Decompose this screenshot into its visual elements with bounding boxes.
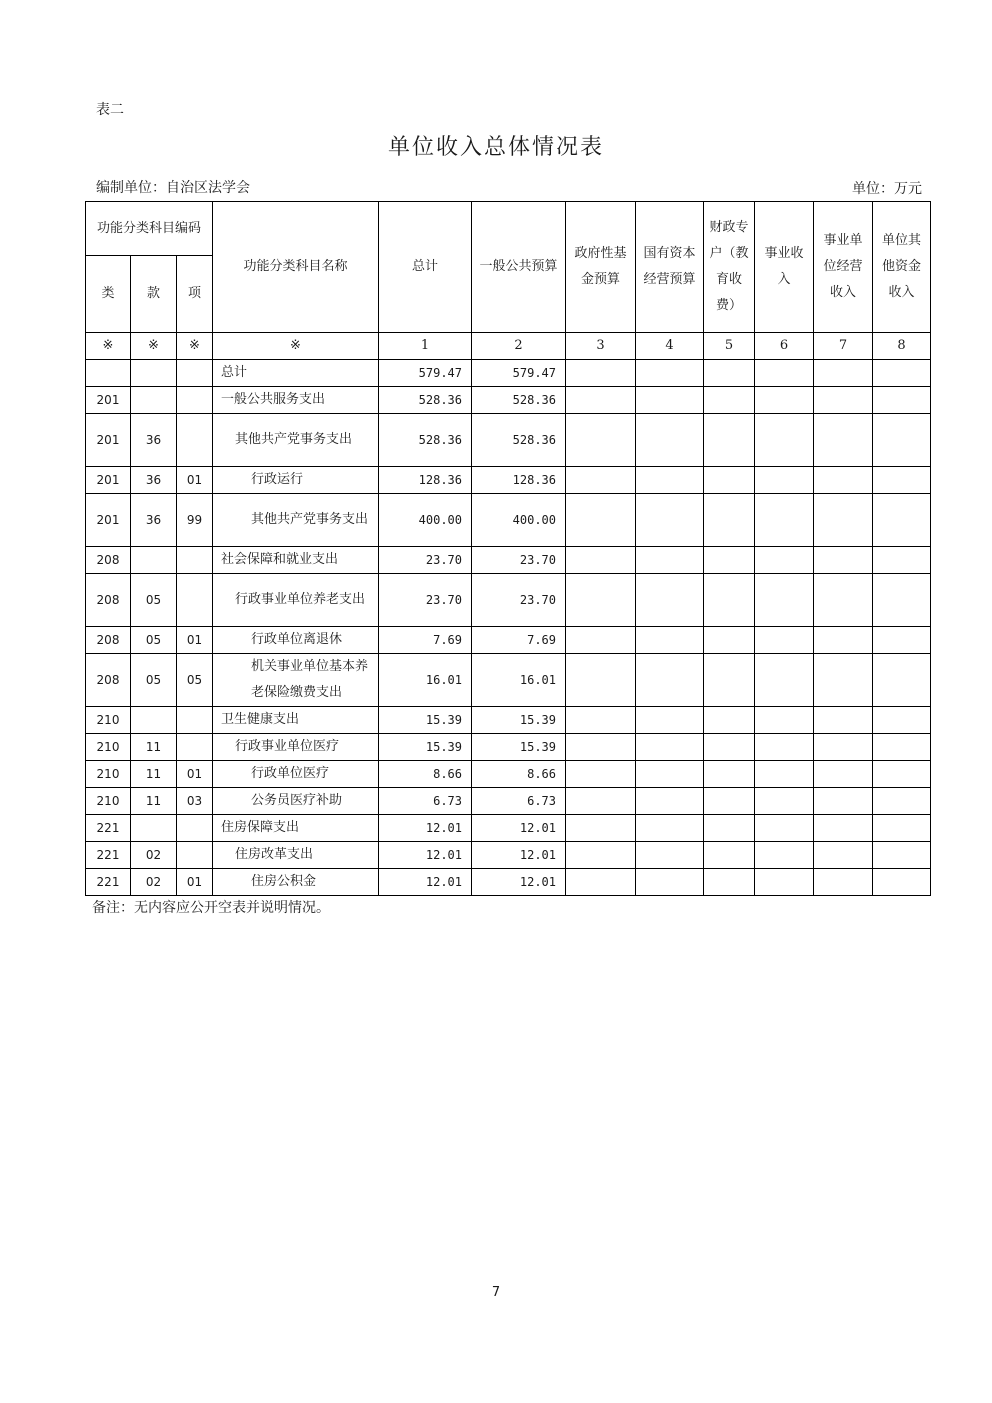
cell-kuan: 02	[131, 842, 177, 869]
cell-xiang: 01	[177, 627, 213, 654]
cell-empty	[814, 547, 873, 574]
cell-empty	[873, 788, 931, 815]
cell-lei: 210	[86, 707, 131, 734]
cell-empty	[704, 788, 755, 815]
header-total: 总计	[379, 202, 472, 333]
header-row-1	[86, 202, 931, 256]
cell-empty	[704, 387, 755, 414]
cell-empty	[636, 387, 704, 414]
cell-kuan: 36	[131, 494, 177, 547]
cell-empty	[755, 494, 814, 547]
cell-xiang: 99	[177, 494, 213, 547]
cell-total: 400.00	[379, 494, 472, 547]
cell-total: 12.01	[379, 815, 472, 842]
cell-general-budget: 7.69	[472, 627, 566, 654]
cell-general-budget: 400.00	[472, 494, 566, 547]
cell-empty	[566, 869, 636, 896]
table-row	[86, 627, 931, 654]
table-row	[86, 707, 931, 734]
cell-empty	[704, 869, 755, 896]
cell-empty	[566, 467, 636, 494]
table-label: 表二	[96, 102, 124, 118]
cell-empty	[704, 734, 755, 761]
cell-total: 528.36	[379, 387, 472, 414]
cell-empty	[636, 574, 704, 627]
cell-empty	[814, 788, 873, 815]
cell-empty	[636, 761, 704, 788]
cell-empty	[755, 574, 814, 627]
compiling-unit: 编制单位：自治区法学会	[96, 180, 250, 196]
cell-empty	[755, 387, 814, 414]
cell-name: 行政单位离退休	[213, 627, 379, 654]
cell-empty	[814, 869, 873, 896]
cell-empty	[873, 842, 931, 869]
cell-lei: 201	[86, 414, 131, 467]
cell-empty	[814, 707, 873, 734]
header-xiang: 项	[177, 256, 213, 333]
cell-empty	[814, 734, 873, 761]
cell-total: 579.47	[379, 360, 472, 387]
cell-lei: 201	[86, 387, 131, 414]
cell-empty	[814, 654, 873, 707]
cell-empty	[566, 707, 636, 734]
cell-empty	[636, 627, 704, 654]
cell-empty	[873, 387, 931, 414]
table-row	[86, 761, 931, 788]
cell-xiang: 03	[177, 788, 213, 815]
marker-cell: 2	[472, 333, 566, 360]
cell-xiang: 05	[177, 654, 213, 707]
cell-kuan: 05	[131, 654, 177, 707]
cell-empty	[704, 627, 755, 654]
cell-empty	[636, 494, 704, 547]
header-code-group: 功能分类科目编码	[86, 202, 213, 256]
table-row	[86, 494, 931, 547]
cell-kuan	[131, 387, 177, 414]
cell-total: 6.73	[379, 788, 472, 815]
header-general-budget: 一般公共预算	[472, 202, 566, 333]
marker-cell: 5	[704, 333, 755, 360]
cell-empty	[704, 761, 755, 788]
header-name: 功能分类科目名称	[213, 202, 379, 333]
cell-empty	[636, 707, 704, 734]
cell-empty	[566, 842, 636, 869]
cell-lei: 221	[86, 869, 131, 896]
cell-general-budget: 23.70	[472, 574, 566, 627]
cell-general-budget: 528.36	[472, 414, 566, 467]
cell-general-budget: 528.36	[472, 387, 566, 414]
table-row	[86, 414, 931, 467]
cell-empty	[814, 387, 873, 414]
cell-general-budget: 12.01	[472, 869, 566, 896]
cell-kuan	[131, 360, 177, 387]
marker-cell: ※	[213, 333, 379, 360]
cell-name: 住房改革支出	[213, 842, 379, 869]
cell-general-budget: 16.01	[472, 654, 566, 707]
header-business-income: 事业收入	[755, 202, 814, 333]
income-table	[85, 201, 931, 896]
cell-lei: 201	[86, 467, 131, 494]
cell-empty	[873, 654, 931, 707]
cell-empty	[755, 869, 814, 896]
cell-name: 其他共产党事务支出	[213, 414, 379, 467]
cell-empty	[873, 707, 931, 734]
cell-empty	[755, 547, 814, 574]
cell-name: 一般公共服务支出	[213, 387, 379, 414]
cell-name: 行政单位医疗	[213, 761, 379, 788]
cell-xiang	[177, 360, 213, 387]
cell-empty	[814, 815, 873, 842]
cell-total: 15.39	[379, 707, 472, 734]
cell-xiang	[177, 387, 213, 414]
cell-lei: 201	[86, 494, 131, 547]
cell-empty	[566, 547, 636, 574]
cell-empty	[704, 815, 755, 842]
cell-general-budget: 579.47	[472, 360, 566, 387]
cell-empty	[566, 815, 636, 842]
cell-empty	[704, 494, 755, 547]
marker-cell: ※	[131, 333, 177, 360]
table-row	[86, 842, 931, 869]
cell-lei: 208	[86, 547, 131, 574]
cell-name: 行政事业单位医疗	[213, 734, 379, 761]
cell-lei: 221	[86, 842, 131, 869]
cell-lei: 221	[86, 815, 131, 842]
table-row	[86, 360, 931, 387]
cell-general-budget: 12.01	[472, 842, 566, 869]
cell-empty	[873, 627, 931, 654]
cell-empty	[566, 387, 636, 414]
cell-kuan: 36	[131, 414, 177, 467]
cell-general-budget: 8.66	[472, 761, 566, 788]
header-gov-fund: 政府性基金预算	[566, 202, 636, 333]
cell-empty	[636, 467, 704, 494]
cell-empty	[755, 842, 814, 869]
cell-empty	[755, 707, 814, 734]
cell-total: 12.01	[379, 842, 472, 869]
cell-empty	[755, 360, 814, 387]
table-row	[86, 788, 931, 815]
marker-cell: 3	[566, 333, 636, 360]
cell-general-budget: 23.70	[472, 547, 566, 574]
cell-kuan: 11	[131, 734, 177, 761]
cell-general-budget: 128.36	[472, 467, 566, 494]
cell-empty	[704, 707, 755, 734]
cell-empty	[873, 547, 931, 574]
marker-cell: 6	[755, 333, 814, 360]
cell-empty	[636, 869, 704, 896]
cell-empty	[636, 654, 704, 707]
cell-empty	[636, 842, 704, 869]
cell-xiang	[177, 547, 213, 574]
cell-xiang	[177, 842, 213, 869]
cell-xiang: 01	[177, 761, 213, 788]
cell-total: 528.36	[379, 414, 472, 467]
cell-empty	[704, 547, 755, 574]
cell-empty	[873, 414, 931, 467]
cell-empty	[636, 815, 704, 842]
cell-lei: 210	[86, 788, 131, 815]
cell-total: 23.70	[379, 574, 472, 627]
cell-empty	[704, 654, 755, 707]
page-title: 单位收入总体情况表	[387, 135, 604, 160]
cell-empty	[566, 654, 636, 707]
cell-general-budget: 15.39	[472, 707, 566, 734]
cell-general-budget: 6.73	[472, 788, 566, 815]
cell-empty	[704, 574, 755, 627]
cell-empty	[755, 788, 814, 815]
cell-name: 社会保障和就业支出	[213, 547, 379, 574]
marker-cell: ※	[86, 333, 131, 360]
cell-empty	[636, 547, 704, 574]
cell-empty	[814, 574, 873, 627]
cell-empty	[566, 627, 636, 654]
cell-total: 128.36	[379, 467, 472, 494]
cell-name: 机关事业单位基本养老保险缴费支出	[213, 654, 379, 707]
cell-xiang	[177, 574, 213, 627]
cell-empty	[873, 734, 931, 761]
cell-empty	[755, 627, 814, 654]
cell-name: 公务员医疗补助	[213, 788, 379, 815]
cell-empty	[814, 842, 873, 869]
cell-lei: 208	[86, 654, 131, 707]
cell-name: 其他共产党事务支出	[213, 494, 379, 547]
header-other-income: 单位其他资金收入	[873, 202, 931, 333]
cell-empty	[636, 414, 704, 467]
cell-kuan: 11	[131, 788, 177, 815]
marker-cell: 8	[873, 333, 931, 360]
cell-empty	[636, 360, 704, 387]
cell-empty	[814, 494, 873, 547]
cell-empty	[704, 842, 755, 869]
cell-empty	[755, 414, 814, 467]
header-business-unit-income: 事业单位经营收入	[814, 202, 873, 333]
cell-xiang: 01	[177, 467, 213, 494]
cell-kuan: 36	[131, 467, 177, 494]
cell-empty	[636, 734, 704, 761]
cell-name: 行政运行	[213, 467, 379, 494]
cell-total: 15.39	[379, 734, 472, 761]
cell-empty	[755, 654, 814, 707]
header-lei: 类	[86, 256, 131, 333]
cell-empty	[755, 467, 814, 494]
cell-total: 12.01	[379, 869, 472, 896]
cell-lei	[86, 360, 131, 387]
cell-total: 16.01	[379, 654, 472, 707]
cell-general-budget: 12.01	[472, 815, 566, 842]
cell-xiang	[177, 734, 213, 761]
cell-empty	[814, 627, 873, 654]
cell-general-budget: 15.39	[472, 734, 566, 761]
header-state-capital: 国有资本经营预算	[636, 202, 704, 333]
page-number: 7	[491, 1285, 501, 1300]
cell-kuan	[131, 815, 177, 842]
header-fiscal-special: 财政专户（教育收费）	[704, 202, 755, 333]
marker-row	[86, 333, 931, 360]
cell-total: 7.69	[379, 627, 472, 654]
cell-empty	[704, 467, 755, 494]
cell-name: 卫生健康支出	[213, 707, 379, 734]
cell-empty	[814, 761, 873, 788]
cell-xiang	[177, 414, 213, 467]
cell-xiang	[177, 707, 213, 734]
cell-name: 行政事业单位养老支出	[213, 574, 379, 627]
cell-empty	[873, 869, 931, 896]
cell-empty	[566, 574, 636, 627]
cell-empty	[704, 360, 755, 387]
cell-kuan: 05	[131, 574, 177, 627]
cell-empty	[704, 414, 755, 467]
footnote: 备注：无内容应公开空表并说明情况。	[92, 900, 330, 916]
cell-lei: 210	[86, 734, 131, 761]
cell-xiang: 01	[177, 869, 213, 896]
header-kuan: 款	[131, 256, 177, 333]
cell-empty	[814, 360, 873, 387]
cell-lei: 208	[86, 574, 131, 627]
cell-empty	[755, 815, 814, 842]
cell-empty	[873, 761, 931, 788]
cell-name: 住房公积金	[213, 869, 379, 896]
table-row	[86, 869, 931, 896]
table-row	[86, 467, 931, 494]
cell-empty	[873, 815, 931, 842]
cell-total: 8.66	[379, 761, 472, 788]
cell-kuan: 02	[131, 869, 177, 896]
table-row	[86, 574, 931, 627]
cell-kuan: 05	[131, 627, 177, 654]
cell-empty	[566, 494, 636, 547]
cell-name: 总计	[213, 360, 379, 387]
cell-empty	[566, 360, 636, 387]
marker-cell: 7	[814, 333, 873, 360]
marker-cell: ※	[177, 333, 213, 360]
cell-empty	[566, 788, 636, 815]
table-row	[86, 387, 931, 414]
cell-empty	[755, 761, 814, 788]
cell-empty	[636, 788, 704, 815]
cell-empty	[755, 734, 814, 761]
cell-kuan	[131, 707, 177, 734]
cell-empty	[814, 414, 873, 467]
cell-kuan: 11	[131, 761, 177, 788]
cell-empty	[873, 467, 931, 494]
cell-xiang	[177, 815, 213, 842]
cell-empty	[873, 360, 931, 387]
cell-empty	[566, 414, 636, 467]
table-row	[86, 547, 931, 574]
cell-empty	[566, 734, 636, 761]
cell-empty	[814, 467, 873, 494]
cell-empty	[873, 494, 931, 547]
cell-name: 住房保障支出	[213, 815, 379, 842]
cell-lei: 210	[86, 761, 131, 788]
cell-lei: 208	[86, 627, 131, 654]
marker-cell: 1	[379, 333, 472, 360]
table-row	[86, 815, 931, 842]
cell-empty	[873, 574, 931, 627]
cell-total: 23.70	[379, 547, 472, 574]
table-row	[86, 734, 931, 761]
cell-kuan	[131, 547, 177, 574]
currency-unit: 单位：万元	[852, 181, 922, 197]
marker-cell: 4	[636, 333, 704, 360]
table-row	[86, 654, 931, 707]
cell-empty	[566, 761, 636, 788]
